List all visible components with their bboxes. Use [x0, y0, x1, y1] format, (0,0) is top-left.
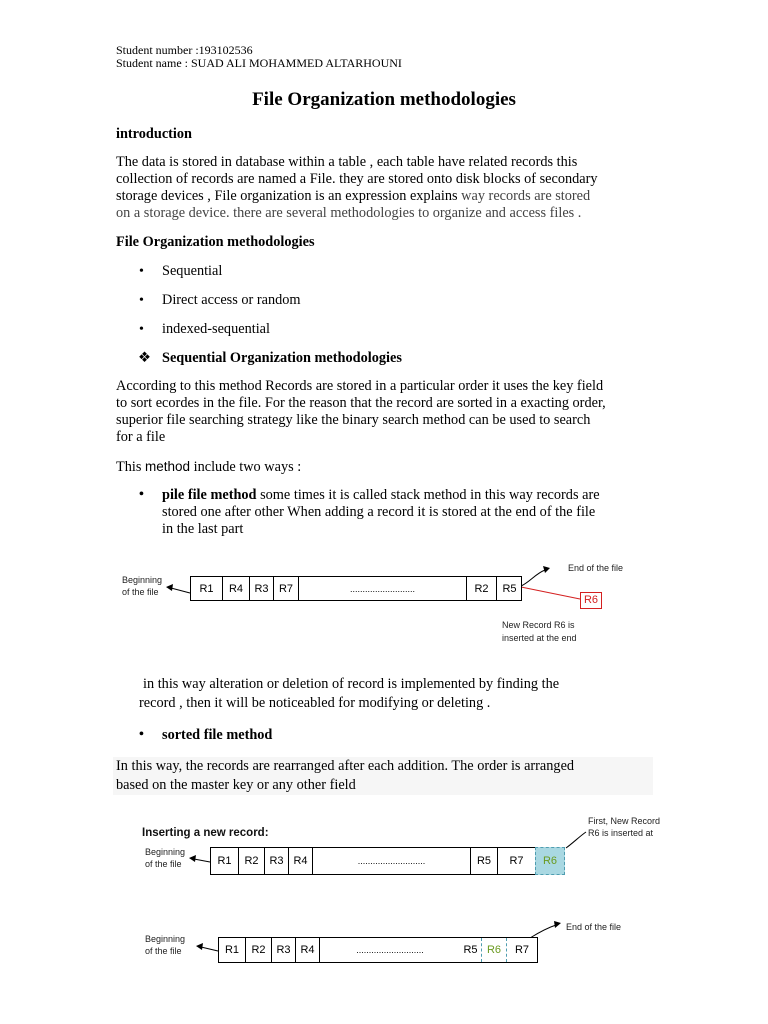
bullet-dot: •	[139, 264, 144, 279]
pile-method-label: pile file method	[162, 487, 257, 503]
pile-line: stored one after other When adding a record it is stored at the end of the file	[162, 504, 596, 520]
intro-line: on a storage device. there are several methodologies to organize and access files .	[116, 205, 582, 221]
method-item: Direct access or random	[162, 292, 301, 308]
diamond-bullet-icon: ❖	[138, 350, 151, 366]
first-new-record-note: R6 is inserted at	[588, 828, 654, 838]
record-cell: R5	[502, 582, 517, 595]
beginning-label: Beginning	[122, 575, 163, 585]
record-cell: R1	[191, 577, 223, 600]
record-cell: R5	[463, 944, 478, 956]
sequential-line: According to this method Records are stored in a particular order it uses the key field	[116, 378, 604, 394]
sorted-method-label: sorted file method	[162, 727, 273, 743]
pile-paragraph: pile file method some times it is called stack method in this way records are stored one after other When adding a record it is stored at the end of the file in the last part	[162, 487, 600, 537]
pile-line: in the last part	[162, 521, 244, 537]
end-of-file-label: End of the file	[566, 922, 622, 932]
record-cell: R5	[471, 848, 498, 874]
student-name: Student name : SUAD ALI MOHAMMED ALTARHOUNI	[116, 56, 402, 70]
of-file-label: of the file	[145, 859, 182, 869]
alteration-line: in this way alteration or deletion of record is implemented by finding the	[143, 676, 560, 692]
inserted-record-r6-cell: R6	[481, 938, 507, 962]
sequential-heading: Sequential Organization methodologies	[162, 350, 402, 366]
beginning-label: Beginning	[145, 847, 186, 857]
record-cell: R1	[219, 938, 246, 962]
record-cell: R4	[223, 577, 250, 600]
of-file-label: of the file	[122, 587, 159, 597]
record-cell: R7	[509, 855, 524, 867]
record-cell: R3	[272, 938, 296, 962]
intro-line: The data is stored in database within a table , each table have related records this	[116, 154, 578, 170]
student-number: Student number :193102536	[116, 43, 253, 57]
sequential-line: to sort ecordes in the file. For the reason that the record are sorted in a exacting order,	[116, 395, 606, 411]
intro-line: storage devices , File organization is an expression explains way records are stored	[116, 188, 591, 204]
bullet-dot: •	[139, 293, 144, 308]
record-cell: R3	[250, 577, 274, 600]
new-record-r6-cell: R6	[535, 847, 565, 875]
record-cell-ellipsis: ...........................	[313, 848, 471, 874]
document-title: File Organization methodologies	[252, 89, 516, 110]
methods-heading: File Organization methodologies	[116, 234, 315, 250]
record-row	[218, 937, 538, 963]
record-cell: R1	[211, 848, 239, 874]
sorted-line: based on the master key or any other field	[116, 777, 356, 793]
bullet-dot: •	[139, 727, 144, 742]
record-cell-ellipsis: ..........................	[299, 577, 467, 600]
sequential-line: for a file	[116, 429, 166, 445]
record-cell: R3	[265, 848, 289, 874]
method-item: Sequential	[162, 263, 223, 279]
end-of-file-label: End of the file	[568, 563, 624, 573]
intro-line: collection of records are named a File. they are stored onto disk blocks of secondary	[116, 171, 598, 187]
intro-heading: introduction	[116, 126, 193, 142]
ways-line: This method include two ways :	[116, 459, 302, 475]
alteration-line: record , then it will be noticeabled for modifying or deleting .	[139, 695, 491, 711]
bullet-dot: •	[139, 322, 144, 337]
inserting-heading: Inserting a new record:	[142, 827, 269, 839]
record-cell: R2	[246, 938, 272, 962]
bullet-dot: •	[139, 487, 144, 502]
record-cell: R2	[467, 577, 497, 600]
record-cell: R2	[239, 848, 265, 874]
new-record-note: New Record R6 is	[502, 620, 575, 630]
new-record-box: R6	[580, 592, 602, 609]
beginning-label: Beginning	[145, 934, 186, 944]
sequential-line: superior file searching strategy like the binary search method can be used to search	[116, 412, 591, 428]
record-cell: R4	[289, 848, 313, 874]
record-cell: R4	[296, 938, 320, 962]
new-record-note: inserted at the end	[502, 633, 577, 643]
method-item: indexed-sequential	[162, 321, 270, 337]
record-cell-ellipsis: ...........................	[356, 945, 424, 955]
sorted-line: In this way, the records are rearranged after each addition. The order is arranged	[116, 758, 575, 774]
record-cell: R7	[274, 577, 299, 600]
of-file-label: of the file	[145, 946, 182, 956]
first-new-record-note: First, New Record	[588, 816, 661, 826]
record-cell: R7	[514, 944, 530, 956]
